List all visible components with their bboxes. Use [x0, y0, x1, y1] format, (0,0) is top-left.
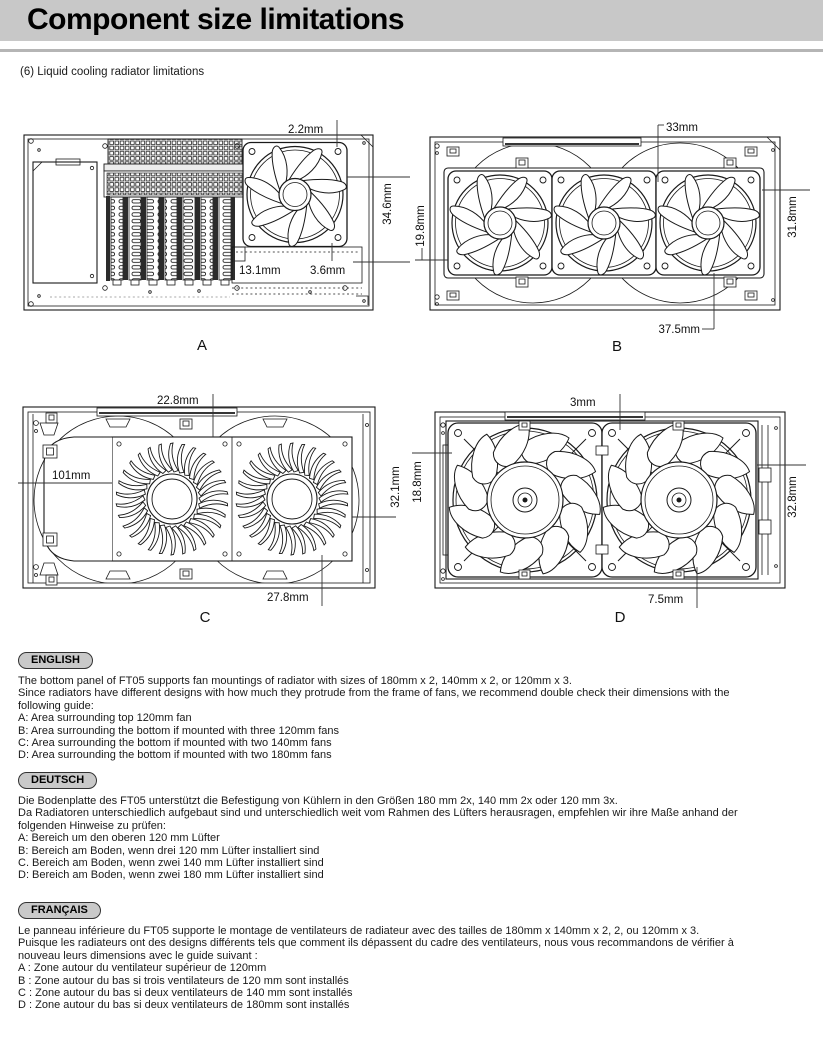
dim-label-c-bottom: 27.8mm: [267, 592, 309, 604]
dim-label-b-bottom: 37.5mm: [658, 324, 700, 336]
text-line: B: Area surrounding the bottom if mounted with three 120mm fans: [18, 724, 340, 737]
section-english: [18, 650, 730, 762]
text-line: D : Zone autour du bas si deux ventilateurs de 180mm sont installés: [18, 999, 350, 1012]
bottom-120mm-fan-3: [656, 171, 761, 276]
text-line: C: Area surrounding the bottom if mounted with two 140mm fans: [18, 737, 332, 750]
german-text: [18, 795, 738, 882]
language-badge-french: FRANÇAIS: [18, 902, 101, 919]
figure-subtitle: (6) Liquid cooling radiator limitations: [20, 66, 205, 78]
dim-label-d-top: 3mm: [570, 397, 596, 409]
dim-label-c-left: 101mm: [52, 470, 91, 482]
dim-label-c-right: 32.1mm: [390, 466, 402, 508]
diagram-label-b: B: [611, 338, 623, 355]
dim-label-d-right: 32.8mm: [787, 476, 799, 518]
text-line: nouveau leurs dimensions avec le guide suivant :: [18, 949, 258, 962]
diagram-c-bottom-two-140: [0, 380, 415, 640]
text-line: A: Area surrounding top 120mm fan: [18, 712, 192, 725]
text-line: D: Bereich am Boden, wenn zwei 180 mm Lüfter installiert sind: [18, 869, 324, 882]
language-badge-german: DEUTSCH: [18, 772, 97, 789]
text-line: The bottom panel of FT05 supports fan mountings of radiator with sizes of 180mm x 2, 140mm x 2, or 120mm x 3.: [18, 675, 572, 687]
text-line: Die Bodenplatte des FT05 unterstützt die Befestigung von Kühlern in den Größen 180 mm 2x, 140 mm 2x oder 120 mm 3x.: [18, 795, 618, 807]
diagram-d-bottom-two-180: [405, 380, 823, 640]
page-title: Component size limitations: [27, 3, 405, 36]
psu-bay: [33, 159, 97, 283]
diagram-label-c: C: [199, 609, 211, 626]
text-line: Puisque les radiateurs ont des designs différents tels que comment ils dépassent du cadre des ventilateurs, nous vous recommandons de vérifier à: [18, 937, 734, 950]
diagram-label-a: A: [196, 337, 208, 354]
dim-label-a-right: 34.6mm: [382, 183, 394, 225]
dim-label-d-bottom: 7.5mm: [648, 594, 684, 606]
header-divider: [0, 49, 823, 52]
section-german: [18, 770, 738, 882]
bottom-120mm-fan-1: [448, 171, 553, 276]
text-line: A : Zone autour du ventilateur supérieur de 120mm: [18, 962, 267, 975]
dim-label-c-top: 22.8mm: [157, 395, 199, 407]
top-bracket-bar: [503, 138, 641, 146]
text-line: A: Bereich um den oberen 120 mm Lüfter: [18, 832, 220, 845]
diagram-a-top-panel: [0, 105, 415, 363]
mesh-vent-panel: [104, 139, 252, 197]
text-line: B: Bereich am Boden, wenn drei 120 mm Lüfter installiert sind: [18, 844, 320, 857]
top-bracket-bar: [505, 412, 645, 420]
text-line: Da Radiatoren unterschiedlich aufgebaut sind und unterschiedlich weit vom Rahmen des Lüfters herausragen, empfehlen wir ihre Maße anhand der: [18, 807, 738, 820]
dim-label-d-left: 18.8mm: [412, 461, 424, 503]
top-bracket-bar: [97, 408, 237, 416]
bottom-180mm-fan-1: [446, 420, 604, 577]
text-line: B : Zone autour du bas si trois ventilateurs de 120 mm sont installés: [18, 974, 349, 987]
diagram-label-d: D: [614, 609, 626, 626]
text-line: D: Area surrounding the bottom if mounted with two 180mm fans: [18, 749, 332, 762]
dim-label-a-top: 2.2mm: [288, 124, 324, 136]
diagram-b-bottom-three-120: [415, 105, 823, 363]
section-header-bar: [0, 0, 823, 41]
dim-label-b-top: 33mm: [666, 122, 698, 134]
top-120mm-fan: [243, 143, 348, 248]
dim-label-b-right: 31.8mm: [787, 196, 799, 238]
dim-label-b-left: 19.8mm: [415, 205, 427, 247]
expansion-slots: [106, 196, 235, 285]
text-line: Le panneau inférieure du FT05 supporte le montage de ventilateurs de radiateur avec des tailles de 180mm x 140mm x 2, 2, ou 120mm x 3.: [18, 925, 700, 937]
language-badge-english: ENGLISH: [18, 652, 93, 669]
dim-label-a-bottom-right: 3.6mm: [310, 265, 346, 277]
section-french: [18, 900, 734, 1012]
dim-label-a-bottom-left: 13.1mm: [239, 265, 281, 277]
text-line: following guide:: [18, 699, 94, 712]
bottom-180mm-fan-2: [600, 420, 758, 577]
text-line: C. Bereich am Boden, wenn zwei 140 mm Lüfter installiert sind: [18, 857, 324, 870]
french-text: [18, 925, 734, 1012]
text-line: C : Zone autour du bas si deux ventilateurs de 140 mm sont installés: [18, 987, 353, 1000]
bottom-120mm-fan-2: [552, 171, 657, 276]
text-line: folgenden Hinweise zu prüfen:: [18, 819, 166, 832]
text-line: Since radiators have different designs with how much they protrude from the frame of fans, we recommend double check their dimensions with the: [18, 687, 730, 700]
english-text: [18, 675, 730, 762]
